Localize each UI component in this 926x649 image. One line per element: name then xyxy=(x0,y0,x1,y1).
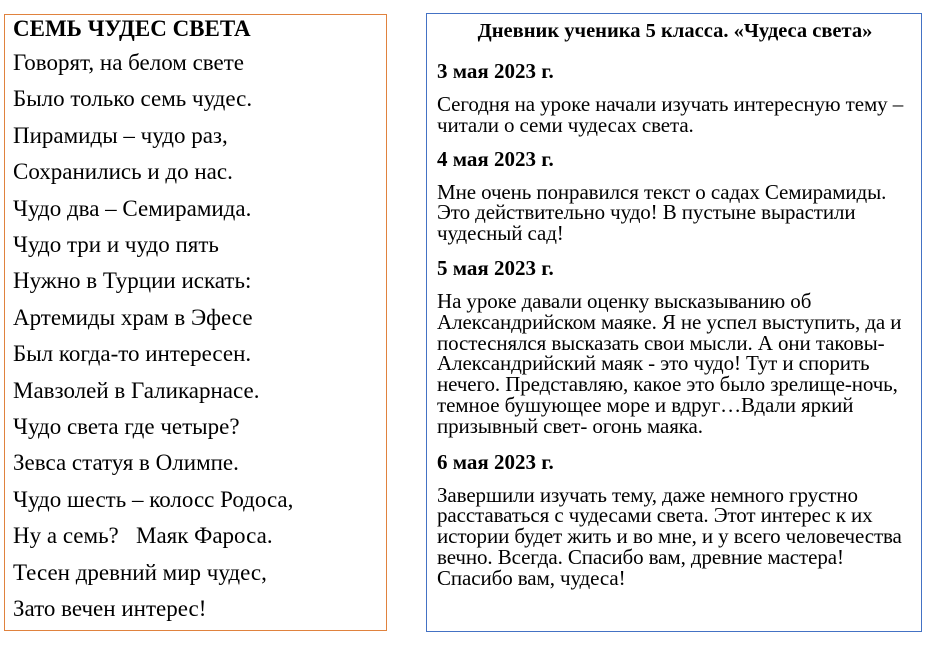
entry-text: На уроке давали оценку высказыванию об Александрийском маяке. Я не успел выступить, да и постеснялся высказать свои мысли. А они таковы- Александрийский маяк - это чудо! Тут и спорить нечего. Представляю, какое это было зрелище-ночь, темное бушующее море и вдруг…Вдали яркий призывный свет- огонь маяка. xyxy=(437,288,902,438)
poem-line: Пирамиды – чудо раз, xyxy=(13,122,228,148)
diary-entry xyxy=(437,147,913,244)
entry-text: Завершили изучать тему, даже немного грустно расставаться с чудесами света. Этот интерес к их истории будет жить и во мне, и у всего человечества вечно. Всегда. Спасибо вам, древние мастера! Спасибо вам, чудеса! xyxy=(437,482,902,590)
poem-title: СЕМЬ ЧУДЕС СВЕТА xyxy=(13,16,251,41)
poem-line: Сохранились и до нас. xyxy=(13,159,233,185)
diary-panel xyxy=(426,13,922,632)
poem-line: Было только семь чудес. xyxy=(13,86,253,112)
poem-line: Мавзолей в Галикарнасе. xyxy=(13,377,260,403)
poem-lines xyxy=(13,45,386,628)
poem-line: Говорят, на белом свете xyxy=(13,50,244,75)
entry-date: 3 мая 2023 г. xyxy=(437,59,554,83)
poem-line: Тесен древний мир чудес, xyxy=(13,559,267,585)
entry-date: 4 мая 2023 г. xyxy=(437,146,554,171)
poem-line: Чудо света где четыре? xyxy=(13,414,240,440)
diary-title: Дневник ученика 5 класса. «Чудеса света» xyxy=(477,20,873,42)
poem-line: Зевса статуя в Олимпе. xyxy=(13,450,239,476)
poem-line: Чудо три и чудо пять xyxy=(13,232,219,258)
poem-panel xyxy=(4,14,387,631)
entry-text: Сегодня на уроке начали изучать интересную тему – читали о семи чудесах света. xyxy=(437,92,904,137)
poem-line: Был когда-то интересен. xyxy=(13,341,252,367)
poem-line: Нужно в Турции искать: xyxy=(13,268,252,294)
diary-entry xyxy=(437,450,913,589)
entry-date: 5 мая 2023 г. xyxy=(437,255,554,280)
entry-date: 6 мая 2023 г. xyxy=(437,449,554,474)
poem-line: Ну а семь? Маяк Фароса. xyxy=(13,523,273,549)
poem-line: Зато вечен интерес! xyxy=(13,596,207,622)
diary-entry xyxy=(437,59,913,136)
entry-text: Мне очень понравился текст о садах Семирамиды. Это действительно чудо! В пустыне вырастили чудесный сад! xyxy=(437,179,887,246)
poem-line: Чудо два – Семирамида. xyxy=(13,195,252,221)
poem-line: Артемиды храм в Эфесе xyxy=(13,304,253,330)
poem-line: Чудо шесть – колосс Родоса, xyxy=(13,486,294,512)
diary-entry xyxy=(437,256,913,437)
